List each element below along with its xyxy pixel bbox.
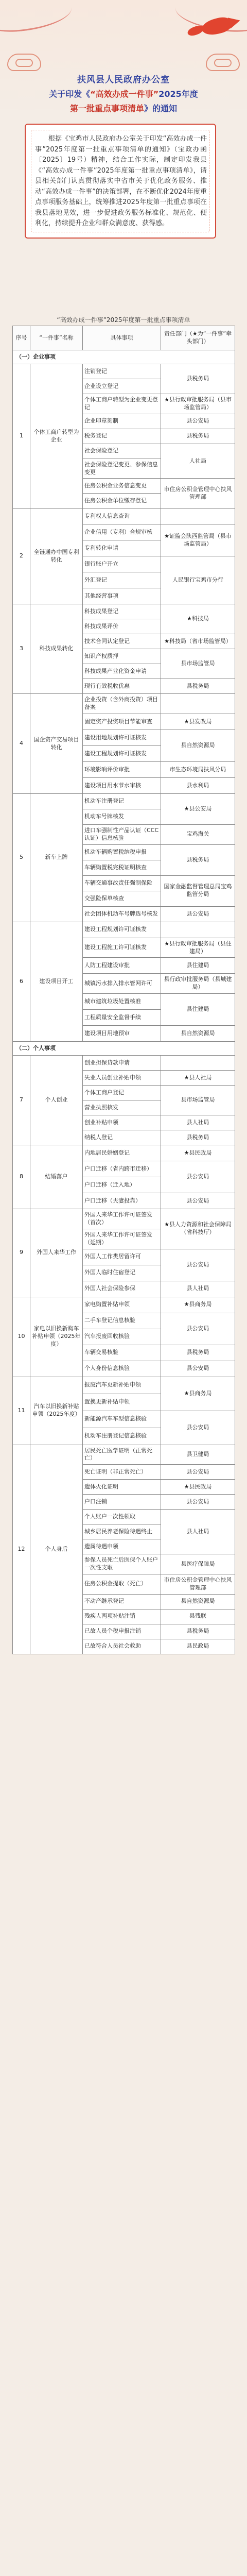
row-responsible-dept: ★县民政局 xyxy=(161,1480,235,1495)
row-specific-item: 已故人员个税申报注销 xyxy=(83,1624,161,1639)
row-item-name: 结婚落户 xyxy=(30,1145,83,1209)
row-responsible-dept: 县公安局 xyxy=(161,906,235,922)
row-specific-item: 内地居民婚姻登记 xyxy=(83,1145,161,1161)
row-specific-item: 其他经营事项 xyxy=(83,588,161,604)
row-specific-item: 创业担保贷款申请 xyxy=(83,1056,161,1071)
row-specific-item: 企业信用（专利）合规审核 xyxy=(83,524,161,540)
row-specific-item: 不动产继承登记 xyxy=(83,1594,161,1609)
row-specific-item: 建设工程施工许可证核发 xyxy=(83,938,161,958)
row-specific-item: 建设工程规划许可证核发 xyxy=(83,922,161,938)
row-specific-item: 户口注销 xyxy=(83,1495,161,1510)
row-specific-item: 社会保险登记 xyxy=(83,444,161,459)
table-row xyxy=(13,794,235,809)
table-row xyxy=(13,509,235,524)
row-item-name: 家电以旧换新购车补贴申领（2025年度） xyxy=(30,1297,83,1377)
row-specific-item: 知识产权质押 xyxy=(83,649,161,664)
row-responsible-dept: ★县行政审批服务局（县市场监管局） xyxy=(161,394,235,414)
row-responsible-dept: 市住房公积金管理中心扶风管理部 xyxy=(161,479,235,509)
row-seq: 12 xyxy=(13,1445,30,1654)
row-responsible-dept: 县公安局 xyxy=(161,1193,235,1209)
row-responsible-dept: 县人社局 xyxy=(161,1281,235,1297)
table-row xyxy=(13,694,235,714)
table-row xyxy=(13,1297,235,1313)
row-specific-item: 税务登记 xyxy=(83,429,161,444)
table-row xyxy=(13,1145,235,1161)
row-seq: 3 xyxy=(13,604,30,694)
row-responsible-dept: ★县商务局 xyxy=(161,1377,235,1411)
row-responsible-dept: 县水利局 xyxy=(161,778,235,794)
row-specific-item: 科技成果登记 xyxy=(83,604,161,619)
row-responsible-dept: ★县人社局 xyxy=(161,1071,235,1086)
row-responsible-dept xyxy=(161,509,235,524)
decorative-wave-left xyxy=(0,0,74,35)
row-seq: 5 xyxy=(13,794,30,922)
row-specific-item: 住房公积金业务信息变更 xyxy=(83,479,161,494)
row-responsible-dept: 县自然资源局 xyxy=(161,1594,235,1609)
row-specific-item: 外国人来华工作许可证签发（首次） xyxy=(83,1209,161,1229)
row-specific-item: 机动车号牌核发 xyxy=(83,809,161,825)
row-specific-item: 交强险保单核查 xyxy=(83,891,161,906)
row-responsible-dept: 县税务局 xyxy=(161,1345,235,1361)
section-row xyxy=(13,350,235,364)
row-responsible-dept: 县市场监管局 xyxy=(161,1086,235,1115)
row-responsible-dept: 县残联 xyxy=(161,1609,235,1624)
row-item-name: 建设项目开工 xyxy=(30,922,83,1041)
row-specific-item: 城镇污水排入排水管网许可 xyxy=(83,974,161,994)
row-responsible-dept: ★县公安局 xyxy=(161,794,235,825)
row-item-name: 新车上牌 xyxy=(30,794,83,922)
row-item-name: 个体工商户转型为企业 xyxy=(30,364,83,509)
row-responsible-dept: 县税务局 xyxy=(161,1624,235,1639)
row-responsible-dept: 县人社局 xyxy=(161,1115,235,1130)
row-specific-item: 外汇登记 xyxy=(83,572,161,588)
row-specific-item: 建设项目用地预审 xyxy=(83,1026,161,1042)
table-row xyxy=(13,922,235,938)
row-specific-item: 外国人社会保险参保 xyxy=(83,1281,161,1297)
items-table xyxy=(12,326,235,1654)
row-specific-item: 企业投资（含外商投资）项目备案 xyxy=(83,694,161,714)
row-specific-item: 家电购置补贴申领 xyxy=(83,1297,161,1313)
row-responsible-dept: 县税务局 xyxy=(161,679,235,694)
row-responsible-dept: 县住建局 xyxy=(161,994,235,1026)
row-specific-item: 科技成果产业化资金申请 xyxy=(83,664,161,679)
row-specific-item: 企业印章刻制 xyxy=(83,414,161,429)
row-item-name: 个人创业 xyxy=(30,1056,83,1145)
row-specific-item: 已故符合人员社会救助 xyxy=(83,1639,161,1654)
row-responsible-dept xyxy=(161,1056,235,1071)
notice-title-line2 xyxy=(0,102,247,114)
row-responsible-dept: ★县民政局 xyxy=(161,1145,235,1161)
row-responsible-dept: ★县商务局 xyxy=(161,1297,235,1313)
row-specific-item: 城乡居民养老保险待遇终止 xyxy=(83,1524,161,1539)
table-row xyxy=(13,604,235,619)
row-responsible-dept: 县税务局 xyxy=(161,1130,235,1145)
row-responsible-dept: 县公安局 xyxy=(161,1411,235,1445)
row-responsible-dept: 县公安局 xyxy=(161,1361,235,1377)
row-responsible-dept: 市生态环境局扶风分局 xyxy=(161,762,235,778)
row-specific-item: 社会保险登记变更、参保信息变更 xyxy=(83,459,161,479)
row-specific-item: 户口迁移（夫妻投靠） xyxy=(83,1193,161,1209)
row-specific-item: 参保人员死亡后医保个人账户一次性支取 xyxy=(83,1554,161,1574)
header-content: 具体事项 xyxy=(83,326,161,350)
row-responsible-dept: 县市场监管局 xyxy=(161,649,235,679)
row-specific-item: 纳税人登记 xyxy=(83,1130,161,1145)
row-responsible-dept: 县税务局 xyxy=(161,364,235,394)
issuing-organization: 扶风县人民政府办公室 xyxy=(77,75,170,85)
row-specific-item: 创业补贴申领 xyxy=(83,1115,161,1130)
row-specific-item: 遗体火化证明 xyxy=(83,1480,161,1495)
row-specific-item: 城市建筑垃圾处置核准 xyxy=(83,994,161,1010)
table-row xyxy=(13,1445,235,1465)
row-seq: 8 xyxy=(13,1145,30,1209)
row-responsible-dept: 县税务局 xyxy=(161,844,235,875)
row-responsible-dept: ★县人力资源和社会保障局（省科技厅） xyxy=(161,1209,235,1249)
row-specific-item: 个人账户一次性领取 xyxy=(83,1510,161,1524)
row-responsible-dept: ★科技局（省市场监管局） xyxy=(161,634,235,649)
header-seq: 序号 xyxy=(13,326,30,350)
row-responsible-dept: ★科技局 xyxy=(161,604,235,634)
title-highlight: “高效办成一件事” xyxy=(90,89,159,99)
row-specific-item: 固定资产投资项目节能审查 xyxy=(83,714,161,730)
row-item-name: 汽车以旧换新补贴申领（2025年度） xyxy=(30,1377,83,1445)
title-highlight: 第一批重点事项清单 xyxy=(69,104,144,113)
row-responsible-dept: ★县发改局 xyxy=(161,714,235,730)
row-responsible-dept: 县公安局 xyxy=(161,414,235,429)
row-responsible-dept: 县民政局 xyxy=(161,1639,235,1654)
row-specific-item: 外国人工作类居留许可 xyxy=(83,1249,161,1265)
row-responsible-dept: 县公安局 xyxy=(161,1465,235,1480)
row-responsible-dept xyxy=(161,922,235,938)
row-responsible-dept: 县公安局 xyxy=(161,1161,235,1193)
row-specific-item: 户口迁移（省内跨市迁移） xyxy=(83,1161,161,1177)
row-responsible-dept: 人社局 xyxy=(161,444,235,479)
row-specific-item: 汽车报废回收核验 xyxy=(83,1329,161,1345)
row-responsible-dept: 县自然资源局 xyxy=(161,730,235,762)
row-specific-item: 建设用地规划许可证核发 xyxy=(83,730,161,746)
cloud-ornament-icon xyxy=(206,54,240,71)
row-responsible-dept: 县公安局 xyxy=(161,1495,235,1510)
row-specific-item: 企业设立登记 xyxy=(83,379,161,394)
row-specific-item: 机动车辆购置税纳税申报 xyxy=(83,844,161,860)
row-specific-item: 车辆购置税完税证明核查 xyxy=(83,860,161,875)
row-specific-item: 建设项目用水节水审核 xyxy=(83,778,161,794)
row-item-name: 全链通办中国专利转化 xyxy=(30,509,83,604)
row-specific-item: 遗属待遇申领 xyxy=(83,1539,161,1554)
row-seq: 9 xyxy=(13,1209,30,1297)
row-specific-item: 科技成果评价 xyxy=(83,619,161,634)
table-row xyxy=(13,364,235,379)
row-specific-item: 银行账户开立 xyxy=(83,556,161,572)
row-specific-item: 户口迁移（迁入地） xyxy=(83,1177,161,1193)
row-specific-item: 二手车登记信息核验 xyxy=(83,1313,161,1329)
key-items-table xyxy=(12,326,235,1654)
row-specific-item: 报废汽车更新补贴申领 xyxy=(83,1377,161,1394)
row-specific-item: 工程质量安全监督手续 xyxy=(83,1010,161,1026)
header-item: “一件事”名称 xyxy=(30,326,83,350)
row-seq: 11 xyxy=(13,1377,30,1445)
row-specific-item: 机动车注册登记信息核验 xyxy=(83,1428,161,1445)
row-item-name: 科技成果转化 xyxy=(30,604,83,694)
title-prefix: 关于印发《 xyxy=(49,89,91,99)
row-responsible-dept: 县税务局 xyxy=(161,429,235,444)
row-responsible-dept xyxy=(161,694,235,714)
row-responsible-dept: 宝鸡海关 xyxy=(161,825,235,845)
row-specific-item: 个人身份信息核验 xyxy=(83,1361,161,1377)
row-specific-item: 注销登记 xyxy=(83,364,161,379)
row-seq: 2 xyxy=(13,509,30,604)
header-dept: 责任部门（★为“一件事”牵头部门） xyxy=(161,326,235,350)
title-suffix: 》的通知 xyxy=(144,104,178,113)
row-specific-item: 失业人员创业补贴申领 xyxy=(83,1071,161,1086)
row-specific-item: 车辆交通事故责任强制保险 xyxy=(83,875,161,891)
row-responsible-dept: 县卫健局 xyxy=(161,1445,235,1465)
row-seq: 7 xyxy=(13,1056,30,1145)
row-item-name: 个人身后 xyxy=(30,1445,83,1654)
row-specific-item: 个体工商户转型为企业变更登记 xyxy=(83,394,161,414)
row-seq: 6 xyxy=(13,922,30,1041)
row-specific-item: 机动车注册登记 xyxy=(83,794,161,809)
row-responsible-dept: 人民银行宝鸡市分行 xyxy=(161,556,235,604)
row-item-name: 国企资产交易项目转化 xyxy=(30,694,83,794)
row-specific-item: 死亡证明（非正常死亡） xyxy=(83,1465,161,1480)
notice-title-line1 xyxy=(0,88,247,99)
row-specific-item: 专利转化申请 xyxy=(83,540,161,556)
row-specific-item: 外国人临时住宿登记 xyxy=(83,1265,161,1281)
row-responsible-dept: 县医疗保障局 xyxy=(161,1554,235,1574)
title-suffix: 2025年度 xyxy=(158,89,198,99)
row-specific-item: 新能源汽车车型信息核验 xyxy=(83,1411,161,1428)
section-label: （一）企业事项 xyxy=(13,350,235,364)
row-responsible-dept: ★县行政审批服务局（县住建局） xyxy=(161,938,235,958)
row-specific-item: 车辆交易核验 xyxy=(83,1345,161,1361)
table-body xyxy=(13,350,235,1654)
table-row xyxy=(13,1209,235,1229)
row-specific-item: 个体工商户登记 xyxy=(83,1086,161,1100)
table-caption: “高效办成一件事”2025年度第一批重点事项清单 xyxy=(57,316,190,324)
row-specific-item: 技术合同认定登记 xyxy=(83,634,161,649)
row-responsible-dept: 县公安局 xyxy=(161,1313,235,1345)
row-specific-item: 进口车强制性产品认证（CCC认证）信息核验 xyxy=(83,825,161,845)
row-item-name: 外国人来华工作 xyxy=(30,1209,83,1297)
notice-body: 根据《宝鸡市人民政府办公室关于印发“高效办成一件事”2025年度第一批重点事项清单的通知》（宝政办函〔2025〕19号）精神，结合工作实际，制定印发我县《“高效办成一件事”2025年度第一批重点事项清单》，请县相关部门认真贯彻落实中省市关于优化政务服务、推动“高效办成一件事”的决策部署，在不断优化2024年度重点事项服务基础上，统筹推进2025年度第一批重点事项在我县落地见效，进一步促进政务服务标准化、规范化、便利化，持续提升企业和群众满意度、获得感。 xyxy=(25,124,216,239)
row-specific-item: 住房公积金提取（死亡） xyxy=(83,1574,161,1594)
row-responsible-dept: ★证监会陕西监管局（县市场监管局） xyxy=(161,524,235,556)
table-row xyxy=(13,1056,235,1071)
row-seq: 1 xyxy=(13,364,30,509)
row-seq: 4 xyxy=(13,694,30,794)
row-specific-item: 社会团体机动车号牌选号核发 xyxy=(83,906,161,922)
section-row xyxy=(13,1042,235,1056)
row-specific-item: 环境影响评价审批 xyxy=(83,762,161,778)
table-header-row xyxy=(13,326,235,350)
row-responsible-dept: 县公安局 xyxy=(161,1249,235,1281)
row-specific-item: 残疾人两项补贴注销 xyxy=(83,1609,161,1624)
row-specific-item: 外国人来华工作许可证签发（延期） xyxy=(83,1229,161,1249)
row-specific-item: 居民死亡医学证明（正常死亡） xyxy=(83,1445,161,1465)
row-specific-item: 现行有效税收优惠 xyxy=(83,679,161,694)
row-responsible-dept: 县行政审批服务局（县城建局） xyxy=(161,974,235,994)
row-specific-item: 置换更新补贴申领 xyxy=(83,1394,161,1411)
row-specific-item: 营业执照核发 xyxy=(83,1100,161,1115)
table-row xyxy=(13,1377,235,1394)
row-specific-item: 住房公积金单位缴存登记 xyxy=(83,494,161,509)
cloud-ornament-icon xyxy=(7,54,41,71)
row-specific-item: 专利权人信息查询 xyxy=(83,509,161,524)
row-specific-item: 人防工程建设审批 xyxy=(83,958,161,974)
row-specific-item: 建设工程规划许可证核发 xyxy=(83,746,161,762)
row-responsible-dept: 国家金融监督管理总局宝鸡监管分局 xyxy=(161,875,235,906)
row-responsible-dept: 县人社局 xyxy=(161,1510,235,1554)
goldfish-icon xyxy=(186,24,204,37)
row-responsible-dept: 县住建局 xyxy=(161,958,235,974)
row-responsible-dept: 市住房公积金管理中心扶风管理部 xyxy=(161,1574,235,1594)
row-seq: 10 xyxy=(13,1297,30,1377)
header-banner xyxy=(0,0,247,118)
row-responsible-dept: 县自然资源局 xyxy=(161,1026,235,1042)
section-label: （二）个人事项 xyxy=(13,1042,235,1056)
